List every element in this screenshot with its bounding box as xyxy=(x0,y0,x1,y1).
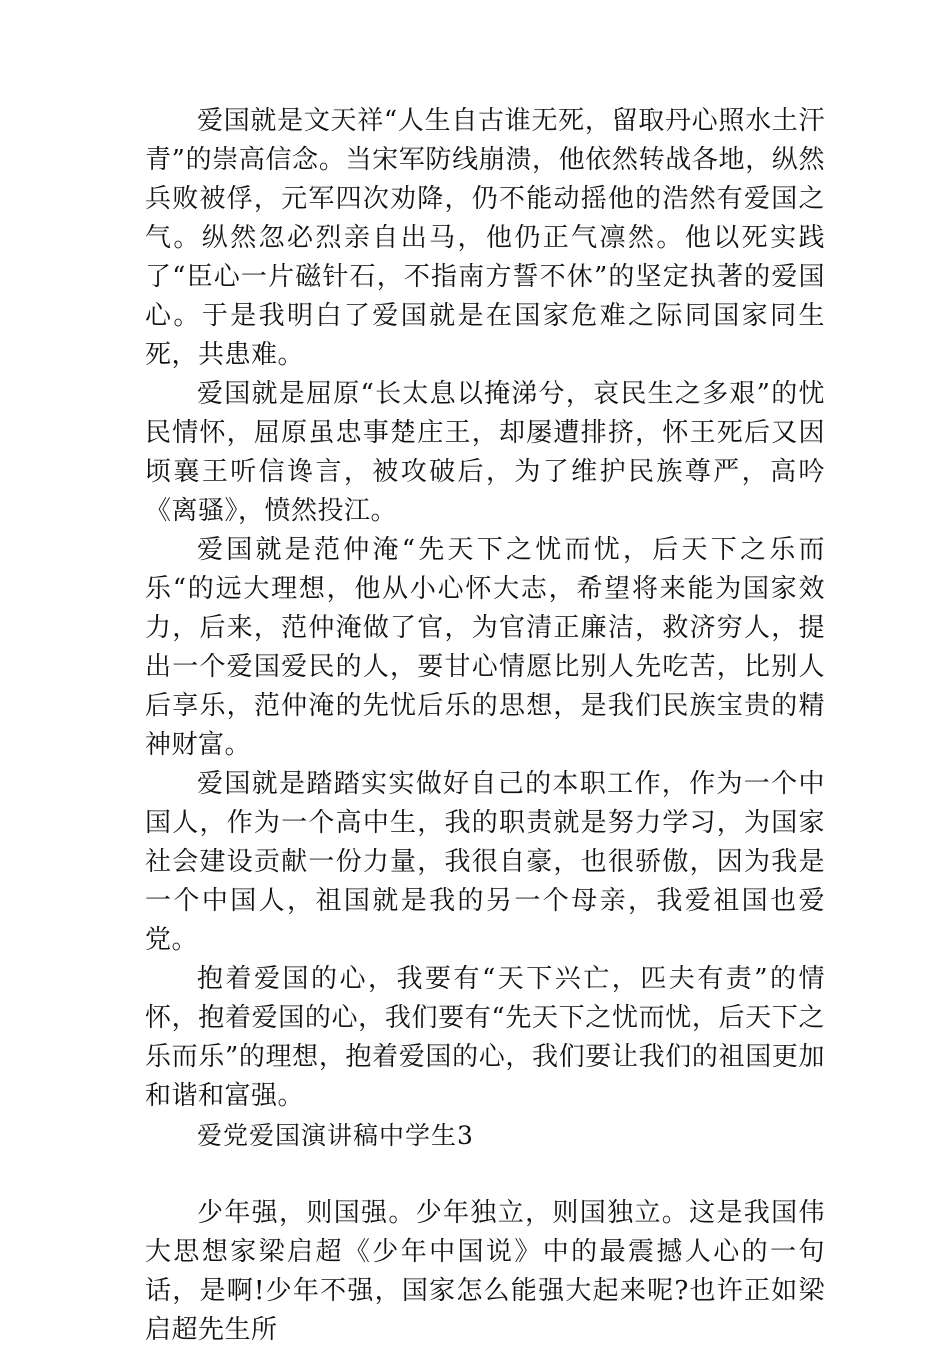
paragraph-own-duty: 爱国就是踏踏实实做好自己的本职工作，作为一个中国人，作为一个高中生，我的职责就是努力学习，为国家社会建设贡献一份力量，我很自豪，也很骄傲，因为我是一个中国人，祖国就是我的另一个母亲，我爱祖国也爱党。 xyxy=(145,769,825,955)
document-body xyxy=(145,102,825,1350)
paragraph-wen-tianxiang: 爱国就是文天祥“人生自古谁无死，留取丹心照水土汗青”的崇高信念。当宋军防线崩溃，他依然转战各地，纵然兵败被俘，元军四次劝降，仍不能动摇他的浩然有爱国之气。纵然忽必烈亲自出马，他仍正气凛然。他以死实践了“臣心一片磁针石，不指南方誓不休”的坚定执著的爱国心。于是我明白了爱国就是在国家危难之际同国家同生死，共患难。 xyxy=(145,106,825,370)
paragraph-fan-zhongyan: 爱国就是范仲淹“先天下之忧而忧，后天下之乐而乐“的远大理想，他从小心怀大志，希望将来能为国家效力，后来，范仲淹做了官，为官清正廉洁，救济穷人，提出一个爱国爱民的人，要甘心情愿比别人先吃苦，比别人后享乐，范仲淹的先忧后乐的思想，是我们民族宝贵的精神财富。 xyxy=(145,535,825,760)
paragraph-qu-yuan: 爱国就是屈原“长太息以掩涕兮，哀民生之多艰”的忧民情怀，屈原虽忠事楚庄王，却屡遭排挤，怀王死后又因顷襄王听信谗言，被攻破后，为了维护民族尊严，高吟《离骚》，愤然投江。 xyxy=(145,379,825,526)
blank-line xyxy=(145,1155,825,1194)
paragraph-patriotic-heart: 抱着爱国的心，我要有“天下兴亡，匹夫有责”的情怀，抱着爱国的心，我们要有“先天下之忧而忧，后天下之乐而乐”的理想，抱着爱国的心，我们要让我们的祖国更加和谐和富强。 xyxy=(145,964,825,1111)
section-heading: 爱党爱国演讲稿中学生3 xyxy=(197,1121,474,1150)
paragraph-shaonian-qiang: 少年强，则国强。少年独立，则国独立。这是我国伟大思想家梁启超《少年中国说》中的最震撼人心的一句话，是啊!少年不强，国家怎么能强大起来呢?也许正如梁启超先生所 xyxy=(145,1198,825,1345)
